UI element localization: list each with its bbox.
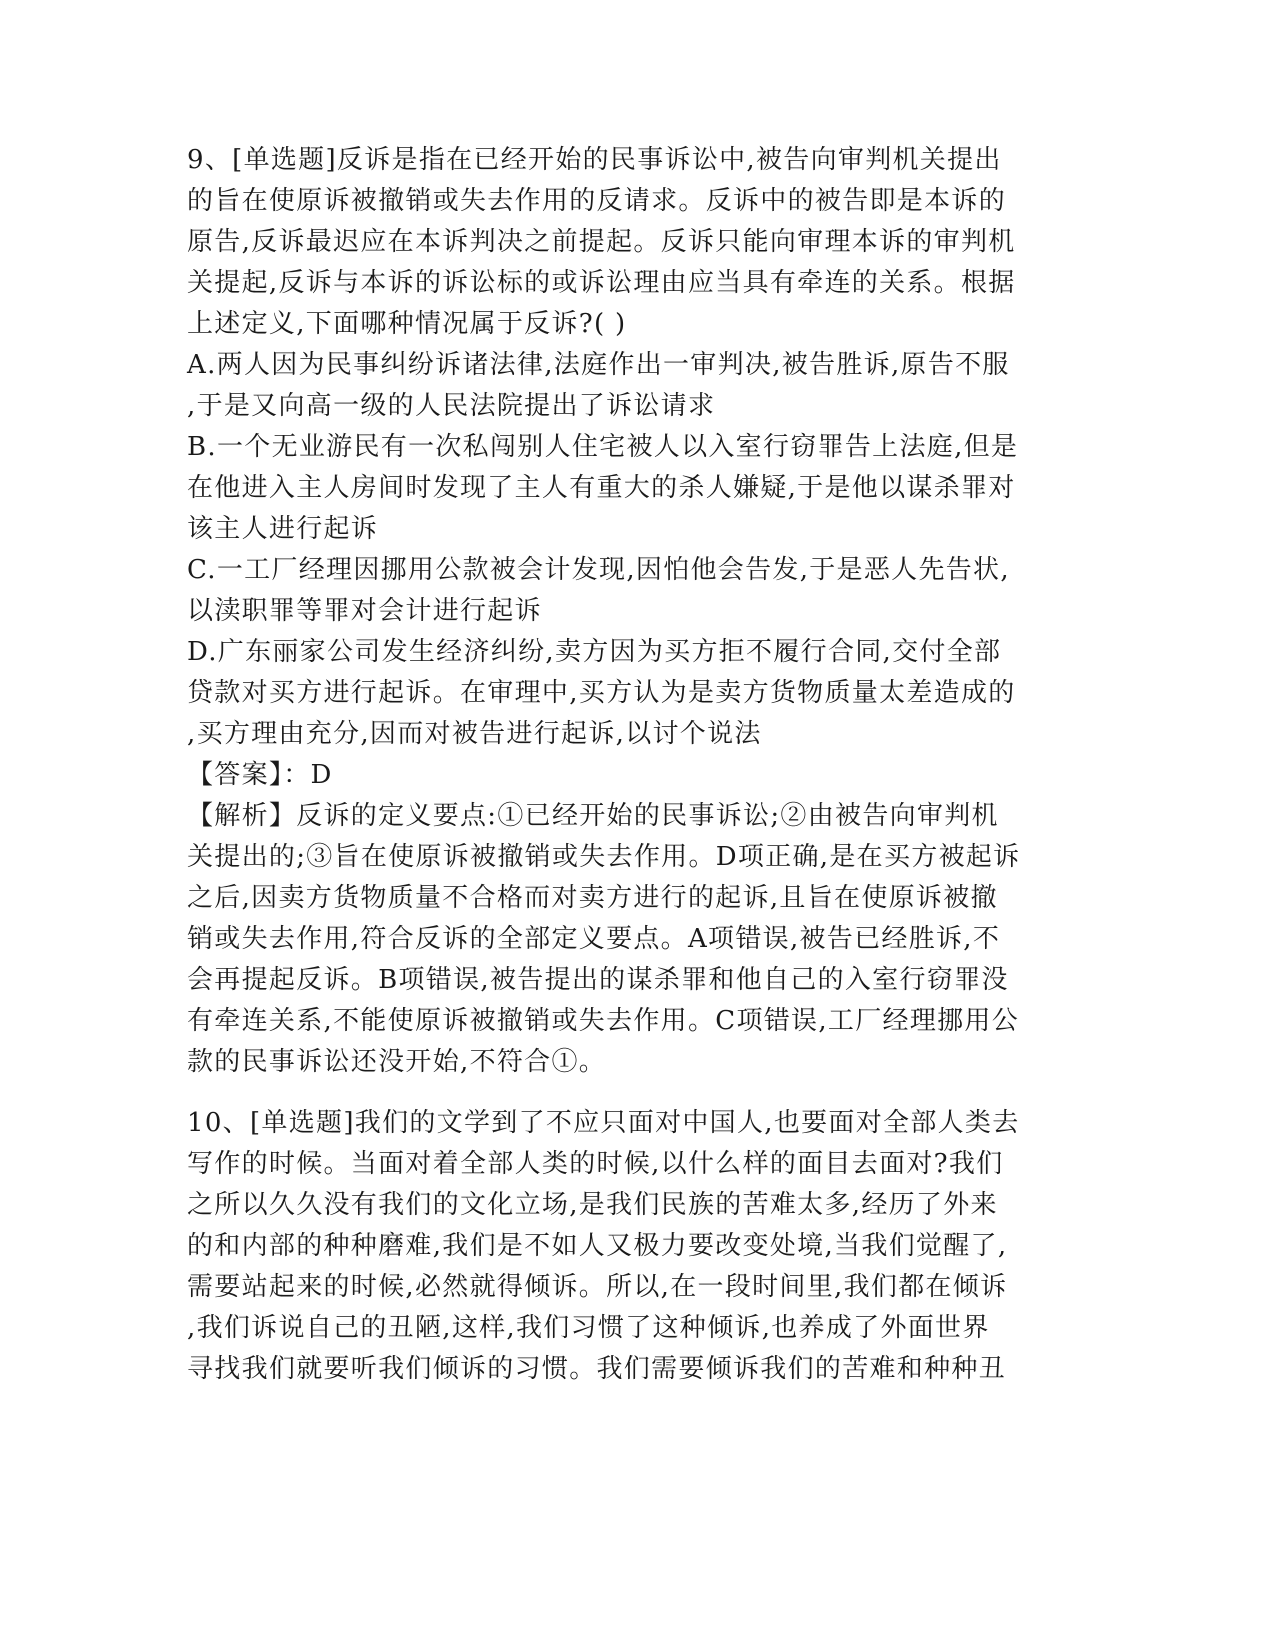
text-line: 9、[单选题]反诉是指在已经开始的民事诉讼中,被告向审判机关提出 [187,145,1002,175]
text-line: 关提出的;③旨在使原诉被撤销或失去作用。D项正确,是在买方被起诉 [187,842,1021,872]
text-line: 在他进入主人房间时发现了主人有重大的杀人嫌疑,于是他以谋杀罪对 [187,473,1016,503]
text-line: 之后,因卖方货物质量不合格而对卖方进行的起诉,且旨在使原诉被撤 [187,883,998,913]
text-line: 会再提起反诉。B项错误,被告提出的谋杀罪和他自己的入室行窃罪没 [187,965,1009,995]
text-line: 【解析】反诉的定义要点:①已经开始的民事诉讼;②由被告向审判机 [187,801,999,831]
text-line: 10、[单选题]我们的文学到了不应只面对中国人,也要面对全部人类去 [187,1108,1020,1138]
question-spacer [187,1083,1067,1103]
text-line: B.一个无业游民有一次私闯别人住宅被人以入室行窃罪告上法庭,但是 [187,432,1019,462]
text-line: ,买方理由充分,因而对被告进行起诉,以讨个说法 [187,719,762,749]
text-line: 寻找我们就要听我们倾诉的习惯。我们需要倾诉我们的苦难和种种丑 [187,1354,1007,1384]
text-line: 关提起,反诉与本诉的诉讼标的或诉讼理由应当具有牵连的关系。根据 [187,268,1016,298]
text-line: ,于是又向高一级的人民法院提出了诉讼请求 [187,391,716,421]
text-line: C.一工厂经理因挪用公款被会计发现,因怕他会告发,于是恶人先告状, [187,555,1010,585]
text-line: D.广东丽家公司发生经济纠纷,卖方因为买方拒不履行合同,交付全部 [187,637,1002,667]
question-9-option-b [187,427,1067,550]
text-line: 该主人进行起诉 [187,514,379,544]
text-line: 需要站起来的时候,必然就得倾诉。所以,在一段时间里,我们都在倾诉 [187,1272,1008,1302]
text-line: 之所以久久没有我们的文化立场,是我们民族的苦难太多,经历了外来 [187,1190,998,1220]
question-9-option-c [187,550,1067,632]
text-line: 以渎职罪等罪对会计进行起诉 [187,596,542,626]
text-line: A.两人因为民事纠纷诉诸法律,法庭作出一审判决,被告胜诉,原告不服 [187,350,1010,380]
question-9-option-d [187,632,1067,755]
text-line: 有牵连关系,不能使原诉被撤销或失去作用。C项错误,工厂经理挪用公 [187,1006,1020,1036]
question-10-stem [187,1103,1067,1390]
question-9-analysis [187,796,1067,1083]
question-10 [187,1103,1067,1390]
text-line: 原告,反诉最迟应在本诉判决之前提起。反诉只能向审理本诉的审判机 [187,227,1016,257]
text-line: ,我们诉说自己的丑陋,这样,我们习惯了这种倾诉,也养成了外面世界 [187,1313,990,1343]
question-9-stem [187,140,1067,345]
text-line: 销或失去作用,符合反诉的全部定义要点。A项错误,被告已经胜诉,不 [187,924,1001,954]
text-line: 的旨在使原诉被撤销或失去作用的反请求。反诉中的被告即是本诉的 [187,186,1007,216]
question-9-answer: 【答案】：D [187,760,333,790]
question-9-option-a [187,345,1067,427]
text-line: 写作的时候。当面对着全部人类的时候,以什么样的面目去面对?我们 [187,1149,1004,1179]
question-9 [187,140,1067,1083]
text-line: 贷款对买方进行起诉。在审理中,买方认为是卖方货物质量太差造成的 [187,678,1016,708]
text-line: 上述定义,下面哪种情况属于反诉?( ) [187,309,627,339]
document-page [187,140,1067,1390]
text-line: 的和内部的种种磨难,我们是不如人又极力要改变处境,当我们觉醒了, [187,1231,1008,1261]
text-line: 款的民事诉讼还没开始,不符合①。 [187,1047,607,1077]
